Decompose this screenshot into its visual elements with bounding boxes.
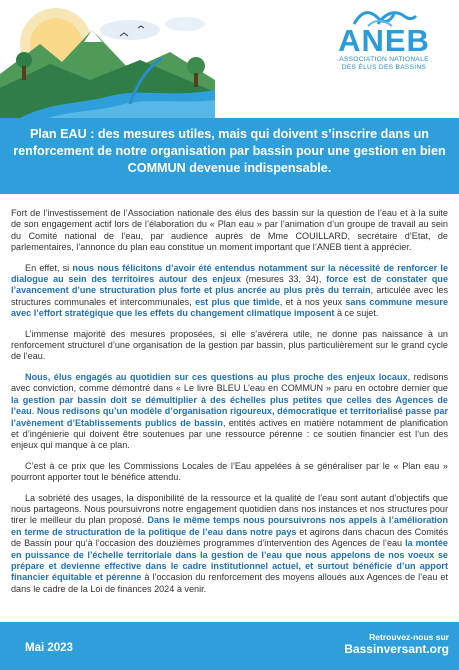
highlight: la gestion par bassin doit se démultiplier à des échelles plus petites que celles des Agences de l’eau bbox=[11, 394, 448, 417]
article-body bbox=[11, 208, 448, 604]
paragraph-4: Nous, élus engagés au quotidien sur ces questions au plus proche des enjeux locaux, redisons avec conviction, comme démontré dans « Le livre BLEU L’eau en COMMUN » paru en octobre dernier que la gestion par bassin doit se démultiplier à des échelles plus petites que celles des Agences de l’eau. Nous redisons qu’un modèle d’organisation rigoureux, démocratique et territorialisé passe par l’avènement d’Etablissements publics de bassin, entités actives en matière notamment de planification et d’ingénierie qui doivent être soutenues par une ressource pérenne : ce soutien financier est l’un des enjeux qui manque à ce plan. bbox=[11, 371, 448, 451]
highlight: Nous redisons qu’un modèle d’organisation rigoureux, démocratique et territorialisé passe par l’avènement d’Etablissements publics de bassin bbox=[11, 406, 448, 428]
nature-illustration bbox=[0, 0, 215, 118]
logo-name: ANEB bbox=[338, 23, 430, 58]
website-link-url[interactable]: Bassinversant.org bbox=[344, 642, 449, 656]
header bbox=[0, 0, 459, 118]
highlight: nous nous félicitons d’avoir été entendus notamment sur la nécessité de renforcer le dialogue au sein des territoires autour des enjeux bbox=[11, 262, 448, 285]
paragraph-5: C’est à ce prix que les Commissions Locales de l’Eau appelées à se généraliser par le « Plan eau » pourront apporter tout le bénéfice attendu. bbox=[11, 460, 448, 483]
publication-date: Mai 2023 bbox=[25, 642, 73, 654]
logo-subtitle-line1: ASSOCIATION NATIONALE bbox=[339, 56, 429, 63]
page-title: Plan EAU : des mesures utiles, mais qui doivent s’inscrire dans un renforcement de notre organisation par bassin pour une gestion en bien COMMUN devenue indispensable. bbox=[13, 127, 446, 175]
highlight: sans commune mesure avec l’effort stratégique que les effets du changement climatique imposent bbox=[11, 296, 449, 319]
logo-subtitle-line2: DES ÉLUS DES BASSINS bbox=[341, 64, 427, 71]
highlight: Nous, élus engagés au quotidien sur ces questions au plus proche des enjeux locaux bbox=[25, 371, 408, 382]
website-link-caption: Retrouvez-nous sur bbox=[369, 632, 449, 642]
footer bbox=[0, 622, 459, 670]
paragraph-6: La sobriété des usages, la disponibilité de la ressource et la qualité de l’eau sont autant d’objectifs que nous partageons. Nous poursuivrons notre engagement quotidien dans nos instances et nos structures pour tirer le meilleur du plan proposé. Dans le même temps nous poursuivrons nos appels à l’amélioration en terme de structuration de la politique de l’eau dans notre pays et agirons dans chacun des Comités de Bassin pour qu’à l’occasion des douzièmes programmes d’intervention des Agences de l’eau la montée en puissance de l’échelle territoriale dans la gestion de l’eau que nous appelons de nos voeux se prépare et devienne effective dans le cadre institutionnel actuel, et surtout bénéficie d’un apport financier équitable et pérenne à l’occasion du renforcement des moyens alloués aux Agences de l’eau et dans le cadre de la Loi de finances 2024 à venir. bbox=[11, 492, 448, 594]
title-banner bbox=[0, 118, 459, 194]
paragraph-2: En effet, si nous nous félicitons d’avoir été entendus notamment sur la nécessité de renforcer le dialogue au sein des territoires autour des enjeux (mesures 33, 34), force est de constater que l’avancement d’une structuration plus forte et plus ancrée au plus près du terrain, articulée avec les structures communales et intercommunales, est plus que timide, et à nos yeux sans commune mesure avec l’effort stratégique que les effets du changement climatique imposent à ce sujet. bbox=[11, 262, 449, 319]
highlight: Dans le même temps nous poursuivrons nos appels à l’amélioration en terme de structuration de la politique de l’eau dans notre pays bbox=[11, 515, 448, 537]
highlight: est plus que timide bbox=[195, 296, 280, 307]
paragraph-1: Fort de l’investissement de l’Association nationale des élus des bassin sur la question de l’eau et à la suite de son engagement actif lors de l’élaboration du « Plan eau » par l’animation d’un groupe de travail au sein du Comité national de l’eau, par audience auprès de Mme COUILLARD, secrétaire d’Etat, de parlementaires, l’annonce du plan eau constitue un moment important que l’ANEB tient à apprécier. bbox=[11, 208, 448, 253]
highlight: la montée en puissance de l’échelle territoriale dans la gestion de l’eau que nous appelons de nos voeux se prépare et devienne effective dans le cadre institutionnel actuel, et surtout bénéficie d’un apport financier équitable et pérenne bbox=[11, 538, 448, 583]
website-link[interactable] bbox=[344, 632, 449, 656]
highlight: force est de constater que l’avancement d’une structuration plus forte et plus ancrée au plus près du terrain bbox=[11, 274, 448, 296]
paragraph-3: L’immense majorité des mesures proposées, si elle s’avérera utile, ne donne pas naissance à un renforcement structurel d’une organisation de la gestion par bassin, plus particulièrement sur le grand cycle de l’eau. bbox=[11, 328, 448, 362]
aneb-logo bbox=[319, 6, 449, 72]
